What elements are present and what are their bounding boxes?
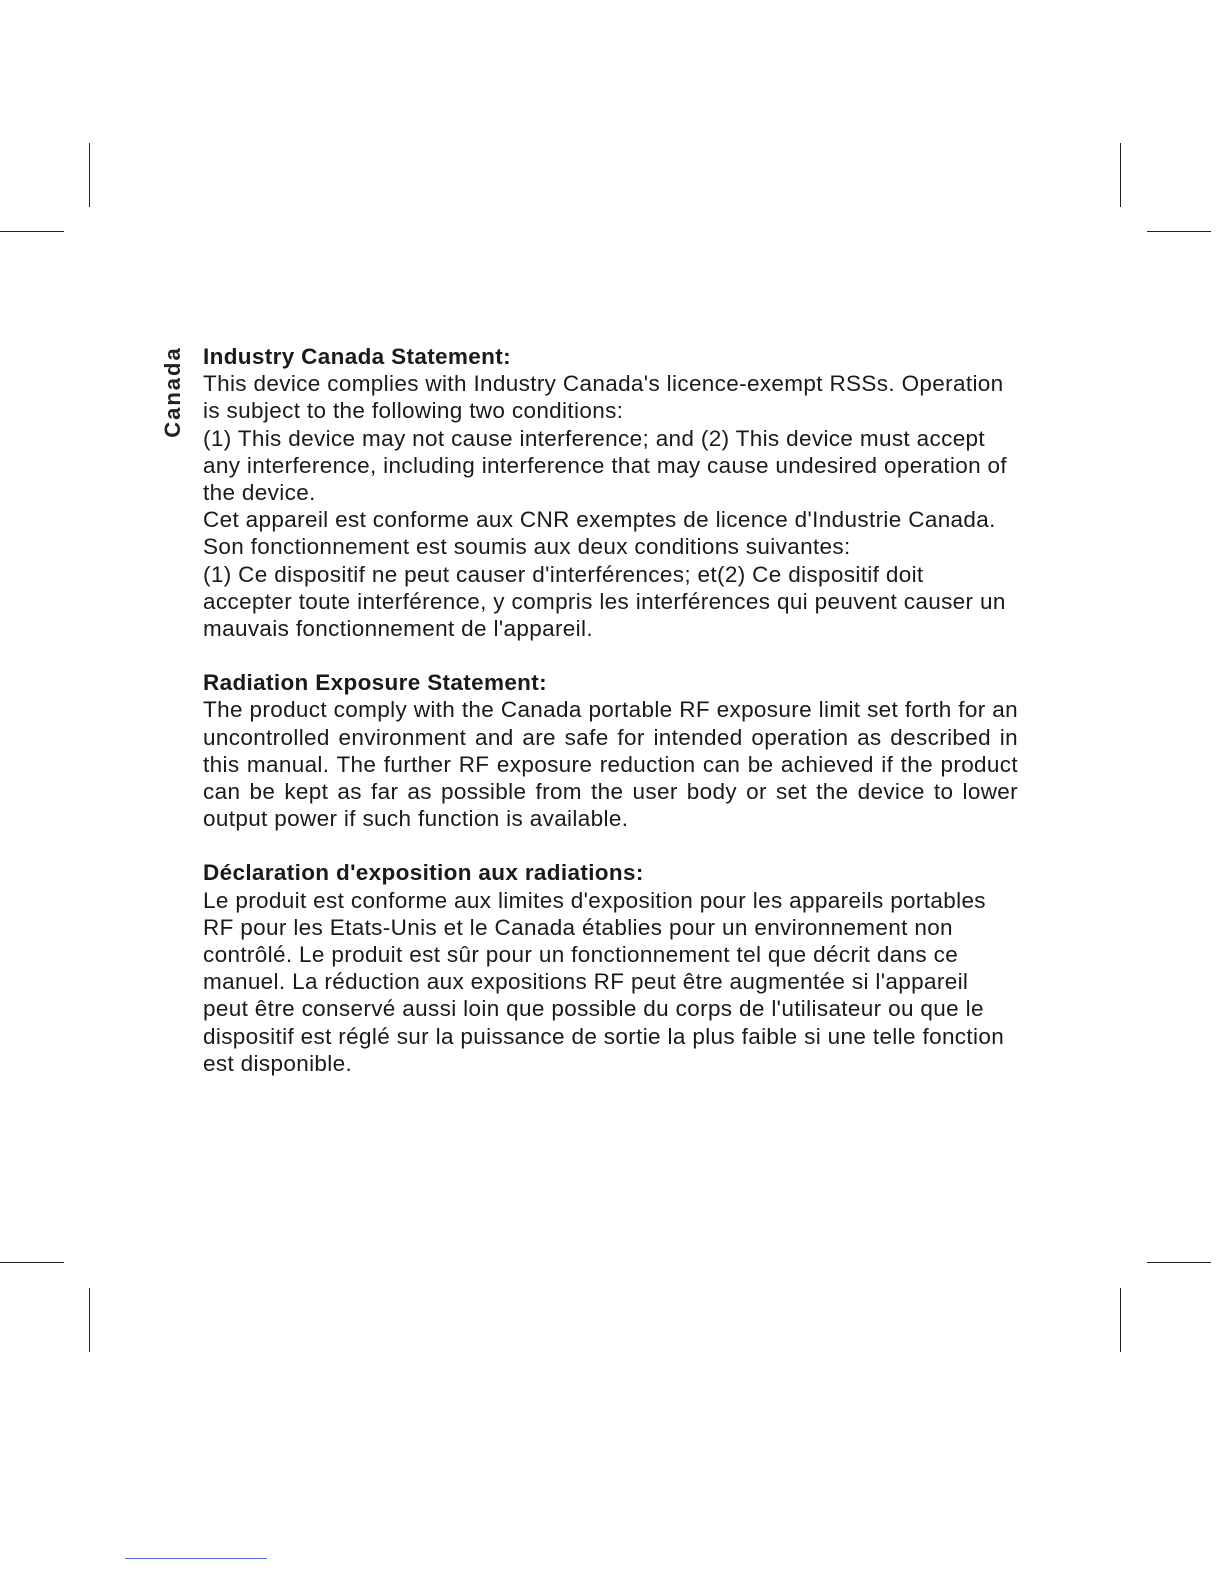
crop-mark-bottom-left-horizontal — [0, 1262, 64, 1263]
crop-mark-bottom-right-vertical — [1120, 1288, 1121, 1352]
side-tab-canada: Canada — [160, 346, 185, 438]
crop-mark-bottom-left-vertical — [89, 1288, 90, 1352]
crop-mark-top-left-vertical — [89, 143, 90, 207]
section-declaration-exposition — [203, 859, 1018, 1077]
document-body — [203, 343, 1018, 1077]
paragraph: (1) Ce dispositif ne peut causer d'interférences; et(2) Ce dispositif doit accepter toute interférence, y compris les interférences qui peuvent causer un mauvais fonctionnement de l'appareil. — [203, 561, 1006, 642]
section-radiation-exposure — [203, 669, 1018, 832]
crop-mark-bottom-right-horizontal — [1147, 1262, 1211, 1263]
paragraph: This device complies with Industry Canada's licence-exempt RSSs. Operation is subject to the following two conditions: — [203, 371, 1004, 424]
section-heading: Radiation Exposure Statement: — [203, 670, 547, 696]
paragraph: Le produit est conforme aux limites d'exposition pour les appareils portables RF pour les Etats-Unis et le Canada établies pour un environnement non contrôlé. Le produit est sûr pour un fonctionnement tel que décrit dans ce manuel. La réduction aux expositions RF peut être augmentée si l'appareil peut être conservé aussi loin que possible du corps de l'utilisateur ou que le dispositif est réglé sur la puissance de sortie la plus faible si une telle fonction est disponible. — [203, 887, 1005, 1076]
crop-mark-top-left-horizontal — [0, 231, 64, 232]
section-heading: Industry Canada Statement: — [203, 344, 511, 369]
paragraph: Cet appareil est conforme aux CNR exemptes de licence d'Industrie Canada. Son fonctionnement est soumis aux deux conditions suivantes: — [203, 507, 996, 560]
crop-mark-top-right-horizontal — [1147, 231, 1211, 232]
section-industry-canada — [203, 343, 1018, 642]
section-heading: Déclaration d'exposition aux radiations: — [203, 860, 644, 886]
bottom-edge-line — [125, 1558, 267, 1559]
paragraph: (1) This device may not cause interference; and (2) This device must accept any interference, including interference that may cause undesired operation of the device. — [203, 425, 1008, 506]
crop-mark-top-right-vertical — [1120, 143, 1121, 207]
paragraph: The product comply with the Canada portable RF exposure limit set forth for an uncontrolled environment and are safe for intended operation as described in this manual. The further RF exposure reduction can be achieved if the product can be kept as far as possible from the user body or set the device to lower output power if such function is available. — [203, 697, 1018, 832]
